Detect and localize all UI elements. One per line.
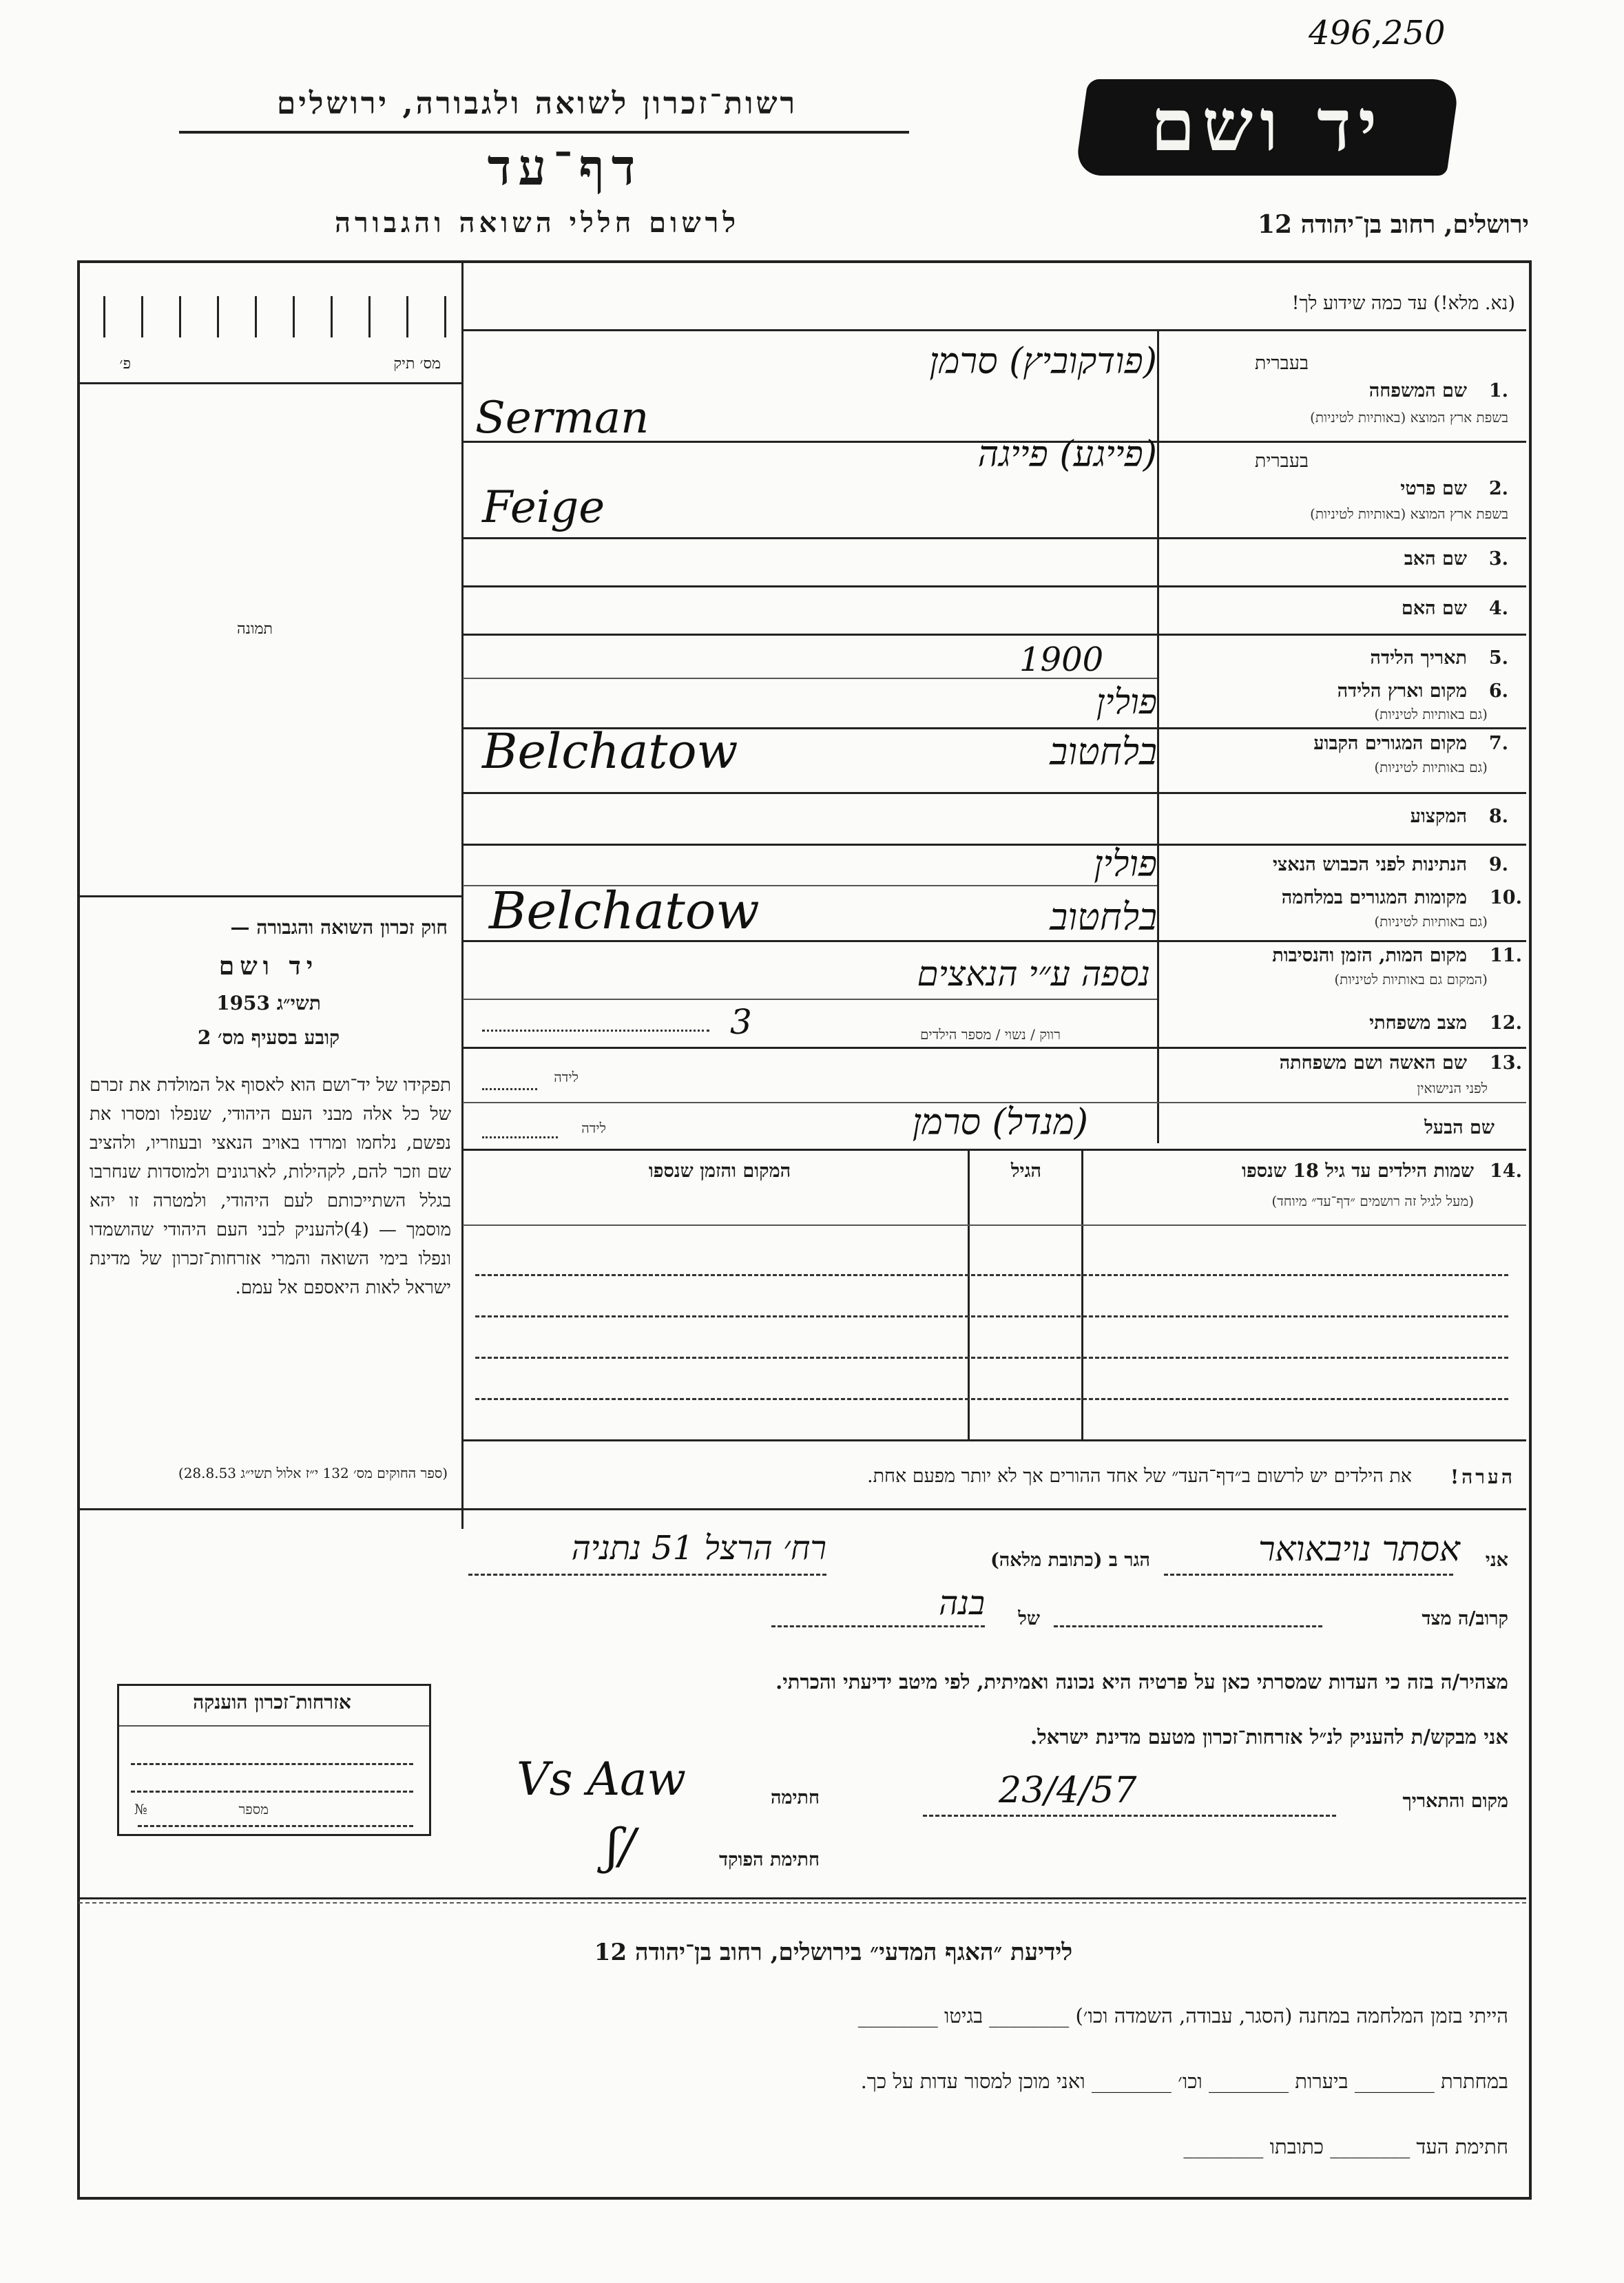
f14-sub: (מעל לגיל זה רושמים ״דף־עד״ מיוחד) bbox=[1271, 1193, 1474, 1209]
f1-lang-he: בעברית bbox=[1254, 353, 1309, 374]
declarant-address[interactable]: רח׳ הרצל 51 נתניה bbox=[571, 1529, 826, 1567]
f14-label: שמות הילדים עד גיל 18 שנספו bbox=[1242, 1160, 1474, 1182]
husband-birth-label: לידה bbox=[581, 1120, 606, 1136]
declaration-text: מצהיר/ה בזה כי העדות שמסרתי כאן על פרטיה היא נכונה ואמיתית, לפי מיטב ידיעתי והכרתי. bbox=[775, 1670, 1508, 1693]
f13-label: שם האשה ושם משפחתה bbox=[1279, 1052, 1467, 1074]
f1-value-latin[interactable]: Serman bbox=[475, 393, 649, 444]
f3-label: שם האב bbox=[1404, 548, 1467, 570]
declarant-signature[interactable]: Vs Aaw bbox=[517, 1753, 687, 1806]
f10-number: 10. bbox=[1490, 887, 1522, 908]
authority-name: רשות־זכרון לשואה ולגבורה, ירושלים bbox=[276, 86, 798, 121]
f13-birth-label: לידה bbox=[554, 1069, 579, 1085]
certificate-number-symbol: № bbox=[134, 1801, 147, 1817]
footer-title: לידיעת ״האגף המדעי״ בירושלים, רחוב בן־יהודה 12 bbox=[594, 1939, 1073, 1966]
file-number-boxes[interactable] bbox=[103, 296, 448, 337]
law-name: יד ושם bbox=[218, 952, 319, 981]
f7-value-latin[interactable]: Belchatow bbox=[482, 723, 738, 780]
table-row[interactable] bbox=[475, 1398, 1508, 1400]
place-date-label: מקום והתאריך bbox=[1402, 1791, 1508, 1812]
note-label: הערה! bbox=[1450, 1466, 1515, 1488]
f2-lang-he: בעברית bbox=[1254, 450, 1309, 472]
footer-line-1: הייתי בזמן המלחמה במחנה (הסגר, עבודה, השמדה וכו׳) ________ בגיטו ________ bbox=[857, 2004, 1508, 2027]
f6-label: מקום וארץ הלידה bbox=[1337, 680, 1467, 702]
f8-number: 8. bbox=[1488, 806, 1508, 827]
footer-line-3: חתימת העד ________ כתובתו ________ bbox=[1183, 2135, 1508, 2158]
relation-value[interactable]: בנה bbox=[939, 1584, 985, 1623]
f12-options: רווק / נשוי / מספר הילדים bbox=[919, 1026, 1061, 1043]
f3-input[interactable] bbox=[463, 539, 1156, 584]
f6-number: 6. bbox=[1488, 680, 1508, 702]
f12-label: מצב משפחתי bbox=[1369, 1012, 1467, 1034]
f2-label: שם פרטי bbox=[1400, 478, 1467, 499]
f5-label: תאריך הלידה bbox=[1370, 647, 1467, 669]
table-row[interactable] bbox=[475, 1315, 1508, 1317]
table-row[interactable] bbox=[475, 1274, 1508, 1276]
f11-sub: (המקום גם באותיות לטיניות) bbox=[1334, 971, 1488, 988]
request-text: אני מבקש/ת להעניק לנ״ל אזרחות־זכרון מטעם מדינת ישראל. bbox=[1030, 1725, 1508, 1749]
file-number-label: מס׳ תיק bbox=[393, 355, 441, 373]
f14-number: 14. bbox=[1490, 1160, 1522, 1182]
f10-sub: (גם באותיות לטיניות) bbox=[1374, 913, 1488, 930]
certificate-number-label: מספר bbox=[238, 1801, 269, 1817]
relation-label: קרוב/ה מצד bbox=[1422, 1608, 1508, 1629]
f10-label: מקומות המגורים במלחמה bbox=[1281, 887, 1467, 908]
husband-label: שם הבעל bbox=[1424, 1117, 1495, 1138]
declarant-i-label: אני bbox=[1485, 1550, 1508, 1571]
f10-value-latin[interactable]: Belchatow bbox=[489, 882, 760, 941]
f5-number: 5. bbox=[1488, 647, 1508, 669]
form-title: דף־עד bbox=[487, 138, 643, 196]
f14-col-age: הגיל bbox=[1010, 1160, 1042, 1182]
f12-value[interactable]: 3 bbox=[730, 1002, 752, 1042]
f1-number: 1. bbox=[1488, 380, 1508, 402]
photo-label: תמונה bbox=[237, 621, 273, 638]
f3-number: 3. bbox=[1488, 548, 1508, 570]
officer-signature-label: חתימת הפוקד bbox=[719, 1849, 820, 1870]
f2-number: 2. bbox=[1488, 478, 1508, 499]
logo-text: יד ושם bbox=[1150, 83, 1384, 167]
f13-sub: לפני הנישואין bbox=[1417, 1080, 1488, 1096]
photo-area bbox=[79, 384, 461, 893]
table-row[interactable] bbox=[475, 1357, 1508, 1359]
officer-signature[interactable]: ʃ/ bbox=[606, 1818, 636, 1875]
declarant-name[interactable]: אסתר נויבאואר bbox=[1258, 1529, 1460, 1569]
f14-col-place: המקום והזמן שנספו bbox=[648, 1160, 791, 1182]
f1-lang-sub: בשפת ארץ המוצא (באותיות לטיניות) bbox=[1310, 409, 1508, 426]
f9-value[interactable]: פולין bbox=[1094, 844, 1157, 885]
f8-input[interactable] bbox=[463, 793, 1156, 842]
law-year: תשי״ג 1953 bbox=[216, 992, 321, 1014]
husband-value[interactable]: (מנדל) סרמן bbox=[912, 1102, 1088, 1143]
f12-number: 12. bbox=[1490, 1012, 1522, 1034]
law-source: (ספר החוקים מס׳ 132 י״ז אלול תשי״ג 28.8.53) bbox=[178, 1465, 448, 1481]
f7-number: 7. bbox=[1488, 733, 1508, 754]
f8-label: המקצוע bbox=[1410, 806, 1467, 827]
note-text: את הילדים יש לרשום ב״דף־העד״ של אחד ההורים אך לא יותר מפעם אחת. bbox=[866, 1466, 1412, 1487]
f9-number: 9. bbox=[1488, 854, 1508, 875]
address: ירושלים, רחוב בן־יהודה 12 bbox=[1257, 210, 1529, 239]
footer-line-2: במחתרת ________ ביערות ________ וכו׳ ________ ואני מוכן למסור עדות על כך. bbox=[860, 2070, 1508, 2093]
f2-value-he[interactable]: (פייגע) פייגה bbox=[977, 434, 1157, 475]
signature-label: חתימה bbox=[770, 1787, 820, 1808]
law-title: חוק זכרון השואה והגבורה — bbox=[230, 916, 448, 939]
f2-value-latin[interactable]: Feige bbox=[482, 482, 605, 533]
f11-label: מקום המות, הזמן והנסיבות bbox=[1272, 945, 1467, 966]
law-text: תפקידו של יד־ושם הוא לאסוף אל המולדת את זכרם של כל אלה מבני העם היהודי, שנפלו ומסרו את נפשם, נלחמו ומרדו באויב הנאצי ובעוזריו, ולהציב שם וזכר להם, לקהילות, לארגונים ולמוסדות שנחרבו בגלל השתייכותם לעם היהודי, ולמטרה זו יהא מוסמך — (4)להעניק לבני העם היהודי שהושמדו ונפלו בימי השואה והמרי אזרחות־זכרון של מדינת ישראל לאות היאספם אל עמם. bbox=[90, 1075, 451, 1298]
f7-label: מקום המגורים הקבוע bbox=[1313, 733, 1467, 754]
law-clause: קובע בסעיף מס׳ 2 bbox=[197, 1026, 340, 1049]
f5-value[interactable]: 1900 bbox=[1019, 640, 1104, 679]
form-subtitle: לרשום חללי השואה והגבורה bbox=[334, 207, 740, 239]
f4-input[interactable] bbox=[463, 587, 1156, 632]
declarant-address-label: הגר ב (כתובת מלאה) bbox=[990, 1550, 1150, 1571]
f1-label: שם המשפחה bbox=[1368, 380, 1467, 402]
certificate-title: אזרחות־זכרון הוענקה bbox=[193, 1691, 351, 1713]
f13-number: 13. bbox=[1490, 1052, 1522, 1074]
f4-number: 4. bbox=[1488, 598, 1508, 619]
f11-number: 11. bbox=[1490, 945, 1522, 966]
f11-value[interactable]: נספה ע״י הנאצים bbox=[917, 954, 1150, 994]
f13-input[interactable] bbox=[592, 1054, 1150, 1095]
stamp-number: 496,250 bbox=[1309, 14, 1446, 52]
relation-of-label: של bbox=[1018, 1608, 1040, 1629]
instruction: (נא. מלא!) עד כמה שידוע לך! bbox=[1291, 293, 1515, 314]
declaration-date[interactable]: 23/4/57 bbox=[999, 1770, 1137, 1811]
f2-lang-sub: בשפת ארץ המוצא (באותיות לטיניות) bbox=[1310, 505, 1508, 522]
f6-sub: (גם באותיות לטיניות) bbox=[1374, 706, 1488, 722]
file-number-symbol: פ׳ bbox=[119, 355, 131, 373]
f7-sub: (גם באותיות לטיניות) bbox=[1374, 759, 1488, 775]
f10-value-he[interactable]: בלחטוב bbox=[1050, 895, 1157, 939]
f6-value[interactable]: פולין bbox=[1096, 682, 1157, 722]
f7-value-he[interactable]: בלחטוב bbox=[1050, 730, 1157, 773]
f4-label: שם האם bbox=[1401, 598, 1467, 619]
f9-label: הנתינות לפני הכבוש הנאצי bbox=[1272, 854, 1467, 875]
f1-value-he[interactable]: (פודקוביץ) סרמן bbox=[929, 341, 1157, 382]
